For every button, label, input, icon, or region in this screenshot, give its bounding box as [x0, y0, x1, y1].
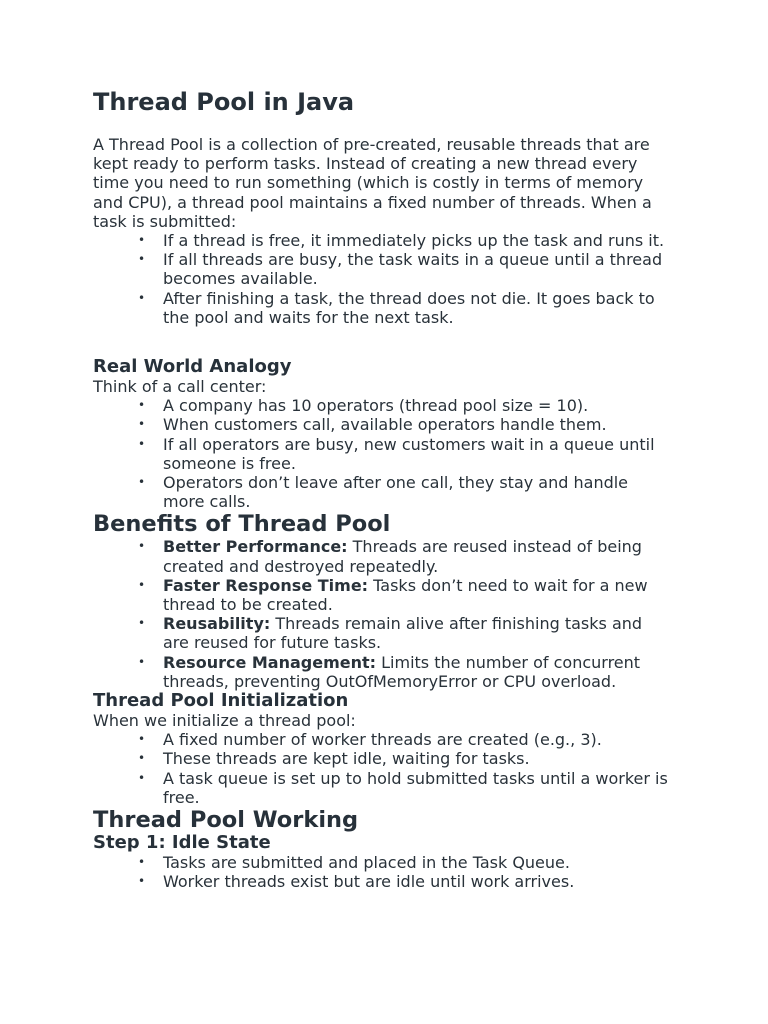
analogy-list	[93, 396, 672, 511]
initialization-lead: When we initialize a thread pool:	[93, 711, 356, 731]
benefit-term: Reusability:	[163, 614, 271, 634]
benefit-text: Tasks don’t need to wait for a new thread to be created.	[163, 575, 648, 615]
list-item: • If a thread is free, it immediately picks up the task and runs it.	[163, 231, 672, 250]
step-heading: Step 1: Idle State	[93, 832, 271, 854]
list-item: • A fixed number of worker threads are created (e.g., 3).	[163, 730, 672, 749]
list-item: • Tasks are submitted and placed in the Task Queue.	[163, 853, 672, 872]
benefit-text: Limits the number of concurrent threads, preventing OutOfMemoryError or CPU overload.	[163, 652, 641, 691]
section-heading-initialization: Thread Pool Initialization	[93, 690, 349, 712]
list-item: • If all operators are busy, new customers wait in a queue until someone is free.	[163, 435, 672, 473]
list-item	[163, 614, 672, 652]
section-heading-working: Thread Pool Working	[93, 807, 359, 834]
list-item	[163, 576, 672, 614]
list-item: • If all threads are busy, the task waits in a queue until a thread becomes available.	[163, 250, 672, 288]
benefit-term: Resource Management:	[163, 652, 377, 672]
list-item: • Operators don’t leave after one call, they stay and handle more calls.	[163, 473, 672, 511]
initialization-list	[93, 730, 672, 807]
benefit-term: Faster Response Time:	[163, 575, 369, 595]
benefit-term: Better Performance:	[163, 537, 348, 557]
benefits-list	[93, 537, 672, 691]
section-heading-analogy: Real World Analogy	[93, 356, 292, 378]
list-item	[163, 653, 672, 691]
intro-paragraph: A Thread Pool is a collection of pre-created, reusable threads that are kept ready to perform tasks. Instead of creating a new thread every time you need to run something (which is costly in terms of memory and CPU), a thread pool maintains a fixed number of threads. When a task is submitted:	[93, 135, 652, 231]
list-item: • After finishing a task, the thread does not die. It goes back to the pool and waits for the next task.	[163, 289, 672, 327]
list-item: • Worker threads exist but are idle until work arrives.	[163, 872, 672, 891]
list-item: • These threads are kept idle, waiting for tasks.	[163, 749, 672, 768]
analogy-lead: Think of a call center:	[93, 377, 267, 397]
page-title: Thread Pool in Java	[93, 88, 355, 116]
section-heading-benefits: Benefits of Thread Pool	[93, 511, 391, 538]
benefit-text: Threads are reused instead of being created and destroyed repeatedly.	[163, 537, 642, 576]
intro-list	[93, 231, 672, 327]
list-item: • A company has 10 operators (thread pool size = 10).	[163, 396, 672, 415]
benefit-text: Threads remain alive after finishing tasks and are reused for future tasks.	[163, 614, 643, 653]
step1-list	[93, 853, 672, 891]
list-item	[163, 537, 672, 575]
list-item: • A task queue is set up to hold submitted tasks until a worker is free.	[163, 769, 672, 807]
list-item: • When customers call, available operators handle them.	[163, 415, 672, 434]
